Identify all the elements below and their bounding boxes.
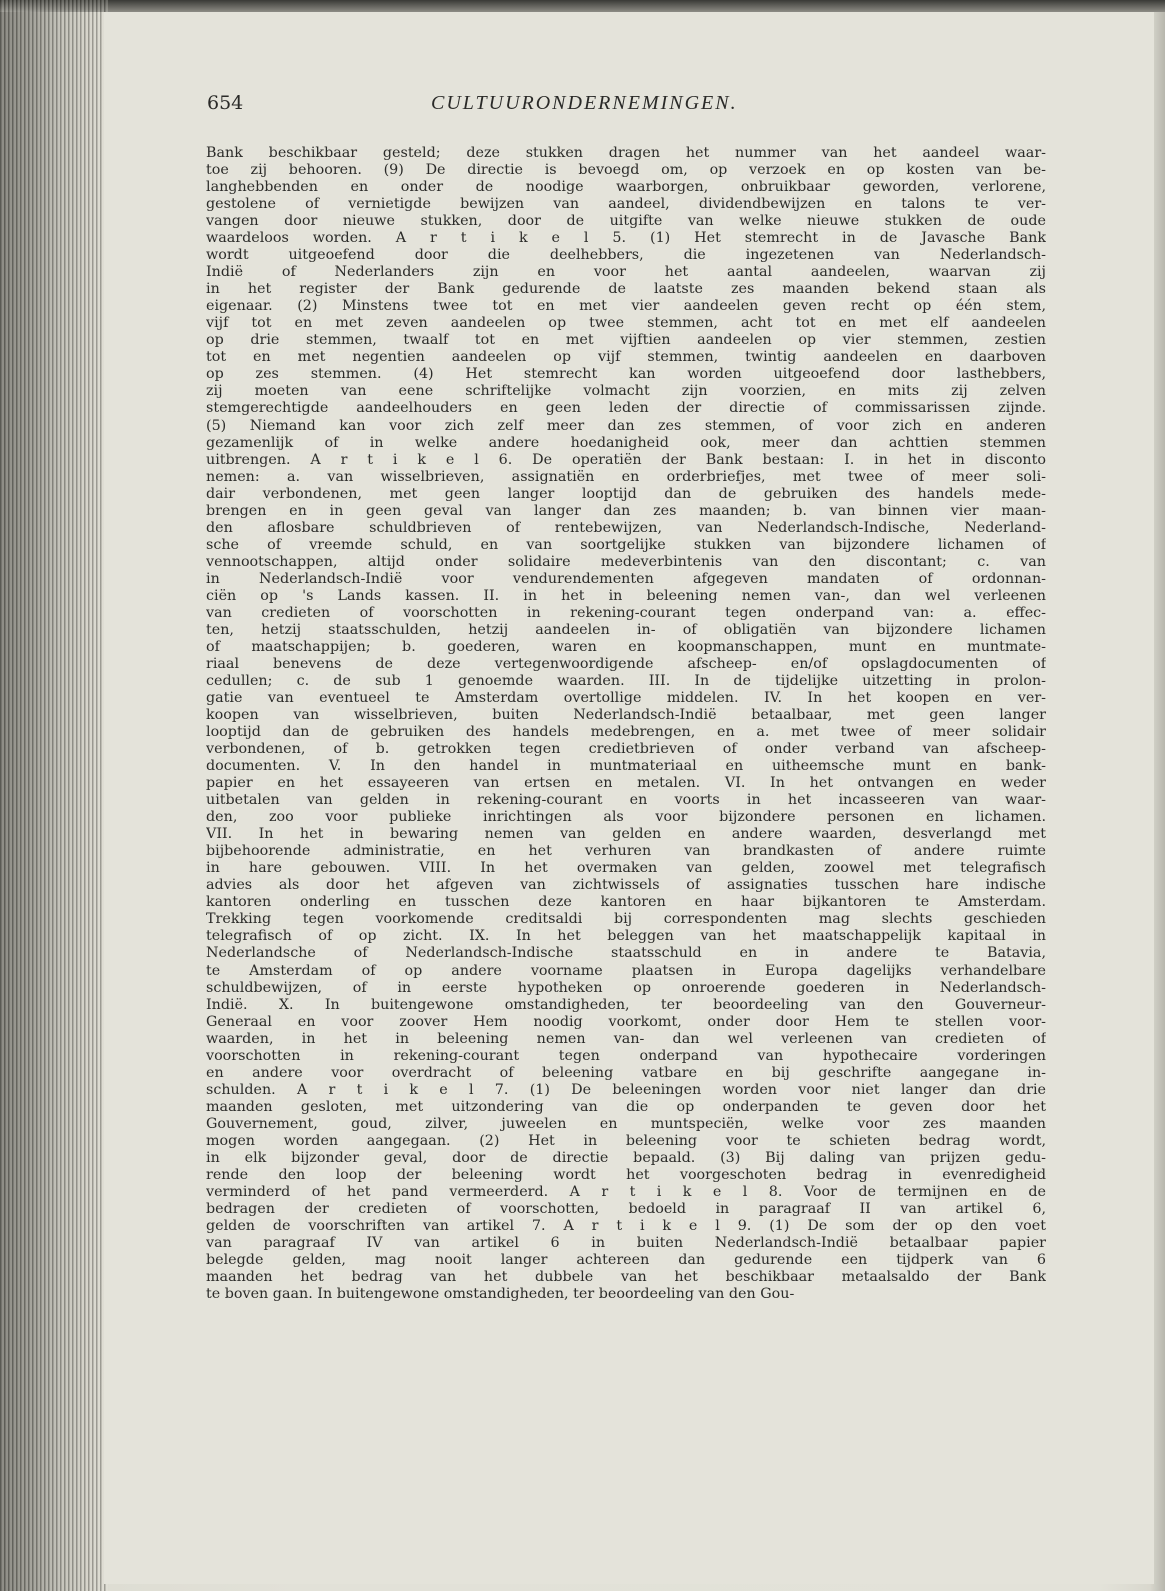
text-line: in elk bijzonder geval, door de directie bepaald. (3) Bij daling van prijzen gedu- [206, 1149, 1046, 1166]
text-line: van paragraaf IV van artikel 6 in buiten Nederlandsch-Indië betaalbaar papier [206, 1235, 1046, 1251]
text-line: wordt uitgeoefend door die deelhebbers, die ingezetenen van Nederlandsch- [206, 247, 1046, 264]
text-line: VII. In het in bewaring nemen van gelden en andere waarden, desverlangd met [206, 826, 1046, 843]
text-line: langhebbenden en onder de noodige waarborgen, onbruikbaar geworden, verlorene, [206, 179, 1046, 196]
text-line: vangen door nieuwe stukken, door de uitgifte van welke nieuwe stukken de oude [206, 213, 1046, 230]
text-line: ten, hetzij staatsschulden, hetzij aandeelen in- of obligatiën van bijzondere lichamen [206, 621, 1046, 638]
text-line: maanden het bedrag van het dubbele van het beschikbaar metaalsaldo der Bank [206, 1269, 1046, 1286]
text-line: brengen en in geen geval van langer dan zes maanden; b. van binnen vier maan- [206, 502, 1046, 519]
text-line: van credieten of voorschotten in rekening-courant tegen onderpand van: a. effec- [206, 604, 1046, 621]
book-page-edges [0, 0, 108, 1591]
text-line: of maatschappijen; b. goederen, waren en koopmanschappen, munt en muntmate- [206, 638, 1046, 655]
page-header [207, 92, 817, 126]
text-line: in Nederlandsch-Indië voor vendurendementen afgegeven mandaten of ordonnan- [206, 570, 1046, 587]
text-line: te boven gaan. In buitengewone omstandigheden, ter beoordeeling van den Gou- [206, 1286, 795, 1303]
text-line: documenten. V. In den handel in muntmateriaal en uitheemsche munt en bank- [206, 758, 1046, 775]
text-line: op drie stemmen, twaalf tot en met vijftien aandeelen op vier stemmen, zestien [206, 332, 1046, 349]
text-line: Bank beschikbaar gesteld; deze stukken dragen het nummer van het aandeel waar- [206, 145, 1046, 161]
text-line: verbondenen, of b. getrokken tegen credietbrieven of onder verband van afscheep- [206, 741, 1046, 758]
body-text [206, 145, 1046, 1303]
text-line: rende den loop der beleening wordt het voorgeschoten bedrag in evenredigheid [206, 1166, 1046, 1183]
text-line: Gouvernement, goud, zilver, juweelen en muntspeciën, welke voor zes maanden [206, 1115, 1046, 1132]
scan-top-edge [0, 0, 1165, 12]
text-line: toe zij behooren. (9) De directie is bevoegd om, op verzoek en op kosten van be- [206, 162, 1046, 179]
text-line: uitbetalen van gelden in rekening-courant en voorts in het incasseeren van waar- [206, 792, 1046, 809]
text-line: kantoren onderling en tusschen deze kantoren en haar bijkantoren te Amsterdam. [206, 894, 1046, 911]
text-line: looptijd dan de gebruiken des handels medebrengen, en a. met twee of meer solidair [206, 724, 1046, 741]
text-line: tot en met negentien aandeelen op vijf stemmen, twintig aandeelen en daarboven [206, 349, 1046, 366]
text-line: waarden, in het in beleening nemen van- dan wel verleenen van credieten of [206, 1030, 1046, 1047]
text-line: verminderd of het pand vermeerderd. A r t i k e l 8. Voor de termijnen en de [206, 1183, 1046, 1200]
text-line: bijbehoorende administratie, en het verhuren van brandkasten of andere ruimte [206, 843, 1046, 860]
text-line: op zes stemmen. (4) Het stemrecht kan worden uitgeoefend door lasthebbers, [206, 366, 1046, 383]
text-line: Nederlandsche of Nederlandsch-Indische staatsschuld en in andere te Batavia, [206, 945, 1046, 962]
text-line: riaal benevens de deze vertegenwoordigende afscheep- en/of opslagdocumenten of [206, 655, 1046, 672]
text-line: koopen van wisselbrieven, buiten Nederlandsch-Indië betaalbaar, met geen langer [206, 707, 1046, 724]
text-line: ciën op 's Lands kassen. II. in het in beleening nemen van-, dan wel verleenen [206, 587, 1046, 604]
text-line: uitbrengen. A r t i k e l 6. De operatiën der Bank bestaan: I. in het in disconto [206, 451, 1046, 468]
text-line: belegde gelden, mag nooit langer achtereen dan gedurende een tijdperk van 6 [206, 1252, 1046, 1269]
text-line: mogen worden aangegaan. (2) Het in beleening voor te schieten bedrag wordt, [206, 1132, 1046, 1149]
text-line: vennootschappen, altijd onder solidaire medeverbintenis van den discontant; c. van [206, 553, 1046, 570]
text-line: dair verbondenen, met geen langer looptijd dan de gebruiken des handels mede- [206, 485, 1046, 502]
text-line: zij moeten van eene schriftelijke volmacht zijn voorzien, en mits zij zelven [206, 383, 1046, 400]
text-line: en andere voor overdracht of beleening vatbare en bij geschrifte aangegane in- [206, 1064, 1046, 1081]
text-line: gelden de voorschriften van artikel 7. A r t i k e l 9. (1) De som der op den voet [206, 1217, 1046, 1234]
text-line: in hare gebouwen. VIII. In het overmaken van gelden, zoowel met telegrafisch [206, 860, 1046, 877]
text-line: (5) Niemand kan voor zich zelf meer dan zes stemmen, of voor zich en anderen [206, 417, 1046, 434]
text-line: Indië of Nederlanders zijn en voor het aantal aandeelen, waarvan zij [206, 264, 1046, 281]
page-number: 654 [207, 92, 244, 114]
running-head: CULTUURONDERNEMINGEN. [431, 92, 738, 114]
text-line: telegrafisch of op zicht. IX. In het beleggen van het maatschappelijk kapitaal in [206, 928, 1046, 945]
text-line: in het register der Bank gedurende de laatste zes maanden bekend staan als [206, 281, 1046, 298]
text-line: eigenaar. (2) Minstens twee tot en met vier aandeelen geven recht op één stem, [206, 298, 1046, 315]
text-line: stemgerechtigde aandeelhouders en geen leden der directie of commissarissen zijnde. [206, 400, 1046, 417]
text-line: nemen: a. van wisselbrieven, assignatiën en orderbriefjes, met twee of meer soli- [206, 468, 1046, 485]
text-line: den, zoo voor publieke inrichtingen als voor bijzondere personen en lichamen. [206, 809, 1046, 826]
text-line: vijf tot en met zeven aandeelen op twee stemmen, acht tot en met elf aandeelen [206, 315, 1046, 332]
text-line: gatie van eventueel te Amsterdam overtollige middelen. IV. In het koopen en ver- [206, 690, 1046, 706]
text-line: papier en het essayeeren van ertsen en metalen. VI. In het ontvangen en weder [206, 775, 1046, 792]
text-line: den aflosbare schuldbrieven of rentebewijzen, van Nederlandsch-Indische, Nederland- [206, 519, 1046, 536]
text-line: Indië. X. In buitengewone omstandigheden, ter beoordeeling van den Gouverneur- [206, 996, 1046, 1013]
text-line: sche of vreemde schuld, en van soortgelijke stukken van bijzondere lichamen of [206, 536, 1046, 553]
text-line: bedragen der credieten of voorschotten, bedoeld in paragraaf II van artikel 6, [206, 1200, 1046, 1217]
text-line: gezamenlijk of in welke andere hoedanigheid ook, meer dan achttien stemmen [206, 434, 1046, 451]
text-line: te Amsterdam of op andere voorname plaatsen in Europa dagelijks verhandelbare [206, 962, 1046, 979]
text-line: Trekking tegen voorkomende creditsaldi bij correspondenten mag slechts geschieden [206, 911, 1046, 928]
text-line: schuldbewijzen, of in eerste hypotheken op onroerende goederen in Nederlandsch- [206, 979, 1046, 996]
text-line: cedullen; c. de sub 1 genoemde waarden. III. In de tijdelijke uitzetting in prolon- [206, 672, 1046, 689]
text-line: waardeloos worden. A r t i k e l 5. (1) Het stemrecht in de Javasche Bank [206, 230, 1046, 247]
text-line: gestolene of vernietigde bewijzen van aandeel, dividendbewijzen en talons te ver- [206, 196, 1046, 213]
text-line: advies als door het afgeven van zichtwissels of assignaties tusschen hare indische [206, 877, 1046, 894]
text-line: maanden gesloten, met uitzondering van die op onderpanden te geven door het [206, 1098, 1046, 1115]
text-line: Generaal en voor zoover Hem noodig voorkomt, onder door Hem te stellen voor- [206, 1013, 1046, 1030]
text-line: schulden. A r t i k e l 7. (1) De beleeningen worden voor niet langer dan drie [206, 1081, 1046, 1098]
text-line: voorschotten in rekening-courant tegen onderpand van hypothecaire vorderingen [206, 1047, 1046, 1064]
